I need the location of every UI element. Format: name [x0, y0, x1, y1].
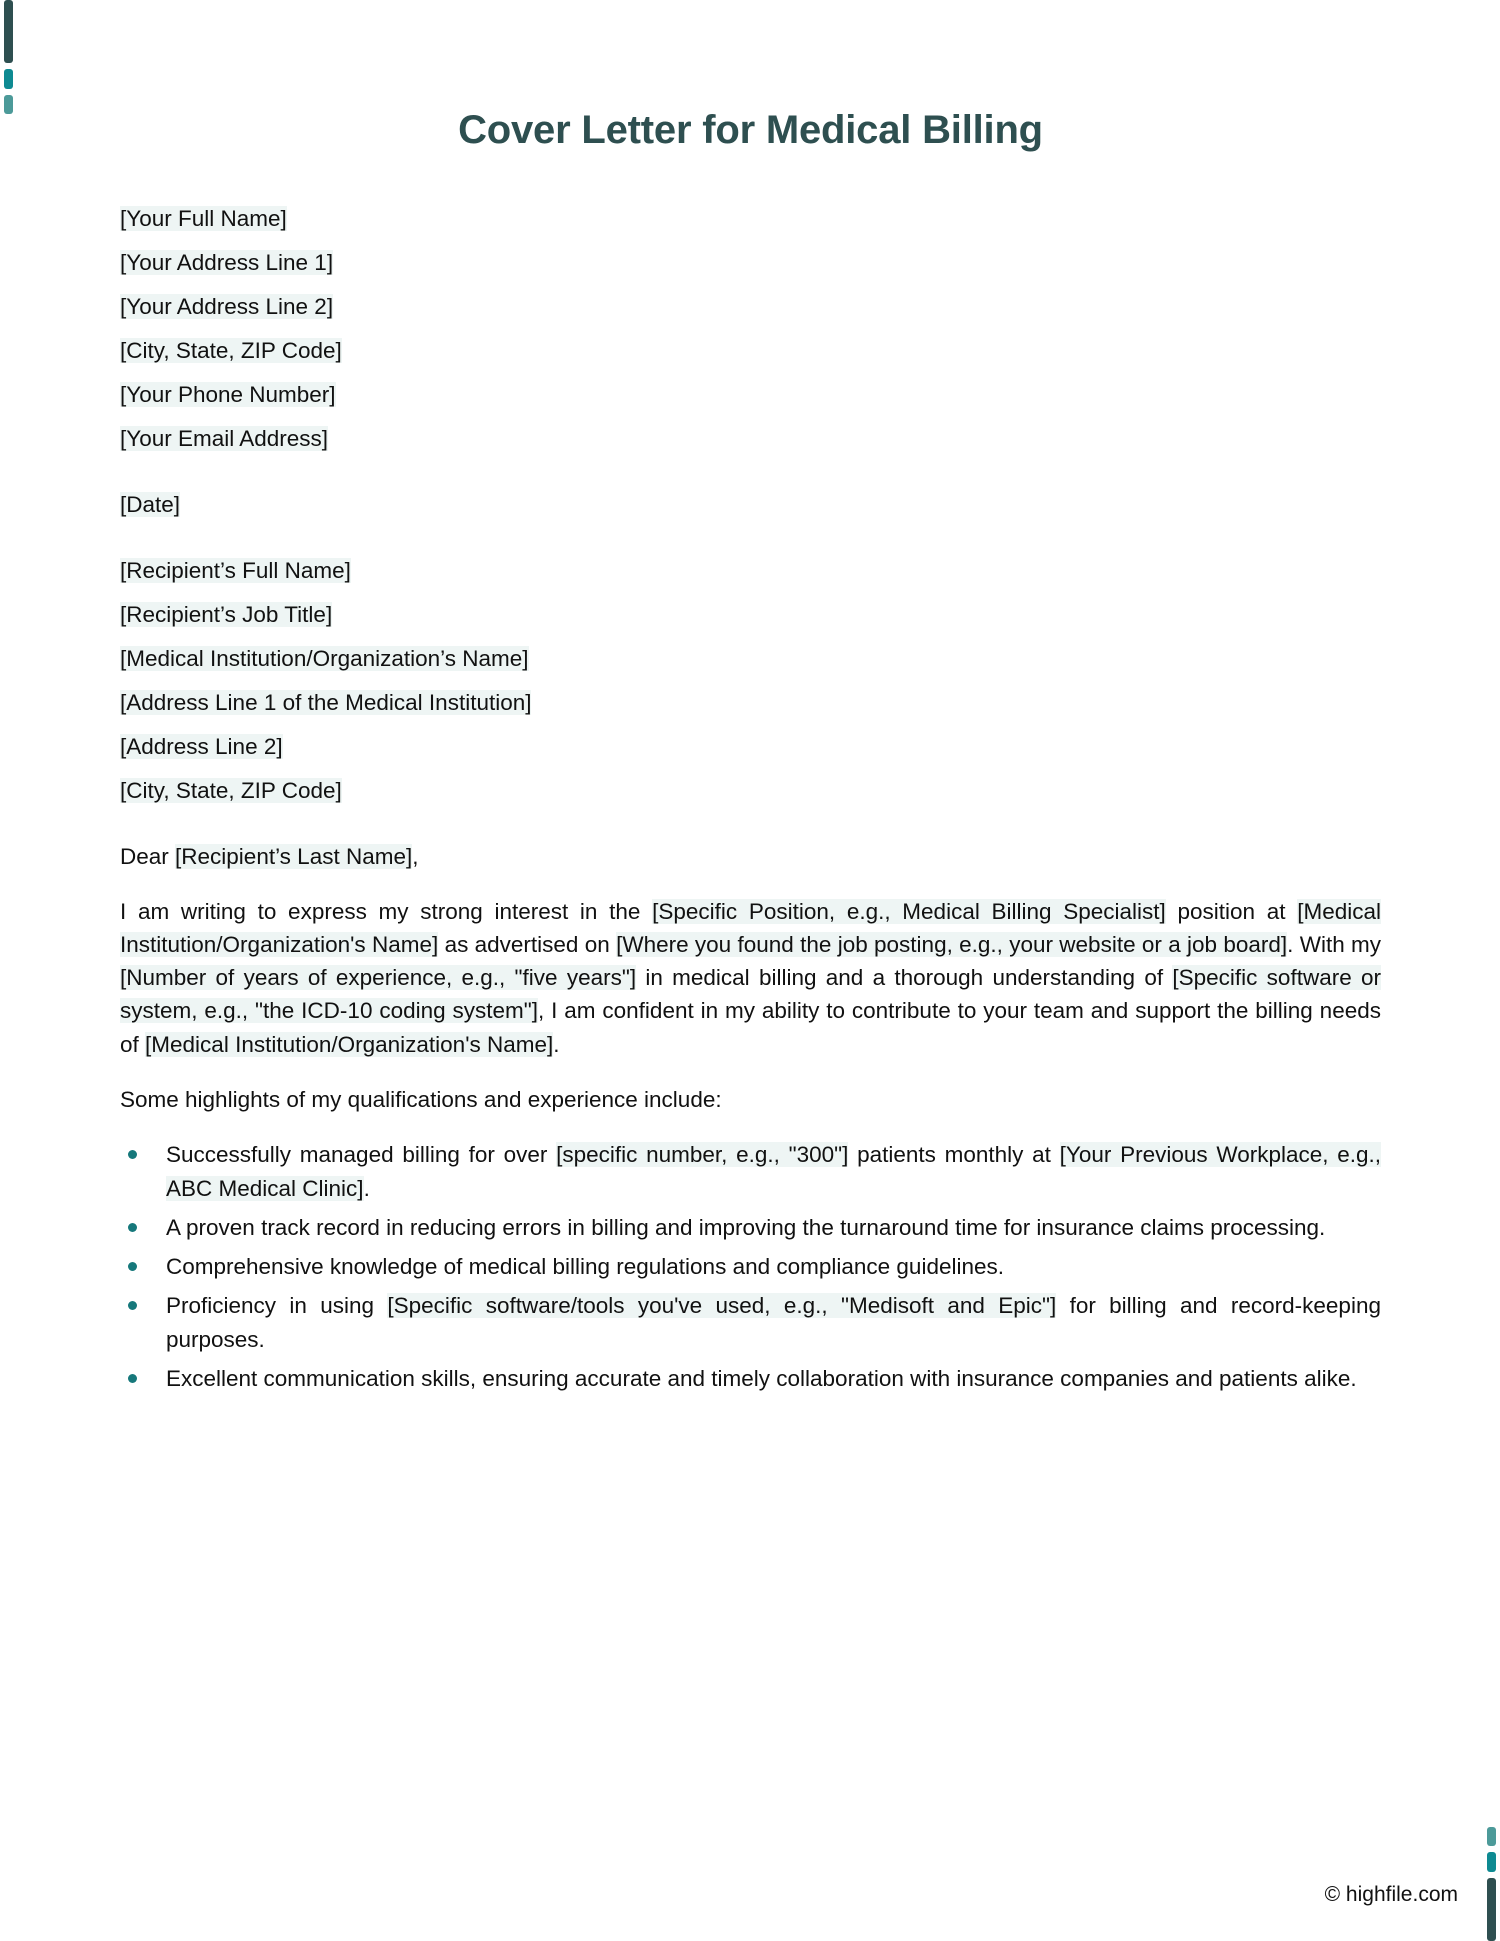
text-run: Successfully managed billing for over [166, 1142, 557, 1168]
salutation-line [120, 846, 1381, 869]
deco-segment-bright [4, 69, 13, 89]
text-run: Proficiency in using [166, 1293, 388, 1319]
text-run: A proven track record in reducing errors in billing and improving the turnaround time for insurance claims processing. [166, 1214, 1326, 1240]
list-item [120, 1362, 1381, 1395]
sender-address-line [120, 384, 1381, 407]
list-item [120, 1138, 1381, 1205]
placeholder-field: [Specific Position, e.g., Medical Billing Specialist] [652, 898, 1166, 924]
sender-address-line [120, 428, 1381, 451]
spacer [120, 538, 1381, 560]
recipient-address-line [120, 648, 1381, 671]
date-placeholder: [Date] [120, 492, 181, 517]
recipient-address-block [120, 560, 1381, 803]
corner-decoration-bottom-right [1487, 1827, 1496, 1941]
recipient-address-line [120, 692, 1381, 715]
salutation-suffix: , [412, 844, 419, 869]
bullet-icon [128, 1374, 137, 1383]
placeholder-field: [Where you found the job posting, e.g., your website or a job board] [616, 931, 1288, 957]
recipient-address-line [120, 604, 1381, 627]
text-run: . [553, 1031, 560, 1057]
placeholder-field: [Number of years of experience, e.g., "five years"] [120, 965, 637, 991]
text-run: patients monthly at [848, 1142, 1060, 1168]
placeholder-field: [Specific software/tools you've used, e.g., "Medisoft and Epic"] [387, 1293, 1057, 1319]
deco-segment-light [4, 95, 13, 114]
list-item-text [166, 1293, 1381, 1351]
bullet-icon [128, 1150, 137, 1159]
spacer [120, 824, 1381, 846]
placeholder-field: [Address Line 2] [120, 734, 283, 759]
list-item-text [166, 1142, 1381, 1200]
deco-segment-dark [4, 0, 13, 63]
sender-address-line [120, 340, 1381, 363]
placeholder-field: [Your Address Line 1] [120, 250, 334, 275]
document-content [120, 0, 1381, 1401]
placeholder-field: [Your Phone Number] [120, 382, 336, 407]
intro-paragraph [120, 895, 1381, 1061]
bullet-icon [128, 1301, 137, 1310]
placeholder-field: [Recipient’s Job Title] [120, 602, 333, 627]
text-run: for billing and record-keeping purposes. [166, 1293, 1381, 1352]
letter-body [120, 208, 1381, 1395]
highlights-list [120, 1138, 1381, 1395]
list-item [120, 1250, 1381, 1283]
placeholder-field: [Your Full Name] [120, 206, 287, 231]
list-item [120, 1289, 1381, 1356]
placeholder-field: [Your Previous Workplace, e.g., ABC Medical Clinic] [166, 1142, 1381, 1201]
text-run: I am writing to express my strong interest in the [120, 898, 653, 924]
page-title: Cover Letter for Medical Billing [458, 108, 1043, 152]
placeholder-field: [City, State, ZIP Code] [120, 778, 342, 803]
list-item-text [166, 1366, 1357, 1391]
text-run: . [363, 1175, 370, 1201]
text-run: in medical billing and a thorough understanding of [636, 965, 1173, 991]
placeholder-field: [Medical Institution/Organization's Name] [145, 1031, 554, 1057]
recipient-address-line [120, 560, 1381, 583]
placeholder-field: [Medical Institution/Organization's Name] [120, 898, 1381, 957]
text-run: Comprehensive knowledge of medical billing regulations and compliance guidelines. [166, 1254, 1004, 1280]
list-item [120, 1211, 1381, 1244]
sender-address-line [120, 208, 1381, 231]
placeholder-field: [specific number, e.g., "300"] [556, 1142, 849, 1168]
text-run: . With my [1287, 931, 1382, 957]
text-run: position at [1165, 898, 1298, 924]
bullet-icon [128, 1262, 137, 1271]
sender-address-block [120, 208, 1381, 451]
deco-segment-light [1487, 1827, 1496, 1846]
text-run: as advertised on [438, 931, 617, 957]
highlights-lead-paragraph: Some highlights of my qualifications and experience include: [120, 1086, 722, 1112]
placeholder-field: [Specific software or system, e.g., "the ICD-10 coding system"] [120, 965, 1381, 1024]
placeholder-field: [Address Line 1 of the Medical Institution] [120, 690, 532, 715]
bullet-icon [128, 1223, 137, 1232]
deco-segment-dark [1487, 1878, 1496, 1941]
placeholder-field: [Your Address Line 2] [120, 294, 334, 319]
placeholder-field: [Your Email Address] [120, 426, 329, 451]
sender-address-line [120, 252, 1381, 275]
salutation-placeholder: [Recipient’s Last Name] [175, 844, 413, 869]
list-item-text [166, 1215, 1325, 1240]
spacer [120, 472, 1381, 494]
recipient-address-line [120, 780, 1381, 803]
list-item-text [166, 1254, 1004, 1279]
date-line [120, 494, 1381, 517]
placeholder-field: [Medical Institution/Organization’s Name] [120, 646, 529, 671]
sender-address-line [120, 296, 1381, 319]
text-run: Excellent communication skills, ensuring accurate and timely collaboration with insurance companies and patients alike. [166, 1366, 1357, 1392]
recipient-address-line [120, 736, 1381, 759]
footer-credit: © highfile.com [1324, 1883, 1458, 1906]
corner-decoration-top-left [4, 0, 13, 114]
deco-segment-bright [1487, 1852, 1496, 1872]
salutation-prefix: Dear [120, 844, 176, 869]
placeholder-field: [City, State, ZIP Code] [120, 338, 342, 363]
text-run: , I am confident in my ability to contribute to your team and support the billing needs of [120, 998, 1381, 1057]
placeholder-field: [Recipient’s Full Name] [120, 558, 351, 583]
